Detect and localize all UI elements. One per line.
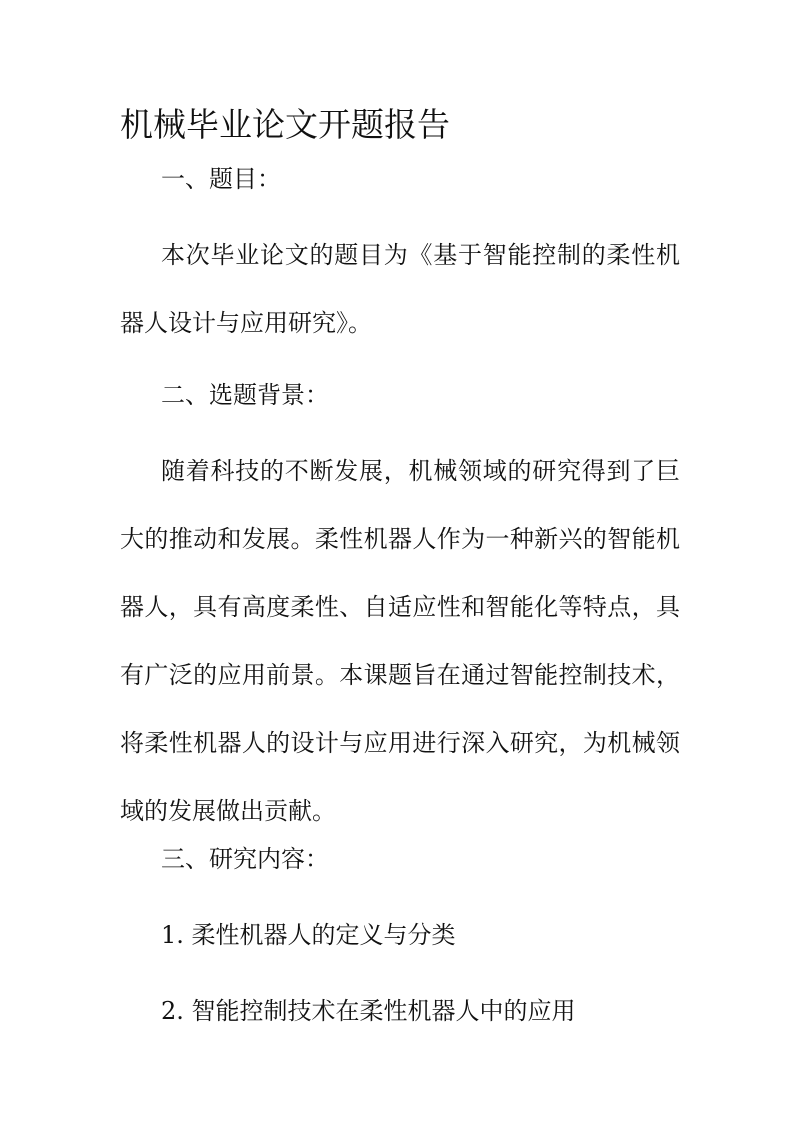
background-paragraph — [120, 437, 680, 845]
paragraph-line: 器人设计与应用研究》。 — [120, 309, 372, 337]
list-item: 2. 智能控制技术在柔性机器人中的应用 — [161, 997, 576, 1025]
document-title: 机械毕业论文开题报告 — [120, 105, 450, 144]
section-heading: 一、题目： — [161, 165, 281, 193]
paragraph-line: 将柔性机器人的设计与应用进行深入研究，为机械领 — [120, 729, 680, 757]
research-item-1 — [120, 901, 680, 969]
section-heading-research-content — [120, 825, 680, 893]
paragraph-line: 本次毕业论文的题目为《基于智能控制的柔性机 — [161, 241, 680, 269]
topic-paragraph — [120, 221, 680, 357]
paragraph-line: 有广泛的应用前景。本课题旨在通过智能控制技术， — [120, 661, 680, 689]
paragraph-line: 域的发展做出贡献。 — [120, 797, 336, 825]
section-heading: 三、研究内容： — [161, 845, 329, 873]
section-heading-background — [120, 361, 680, 429]
section-heading: 二、选题背景： — [161, 381, 329, 409]
research-item-2 — [120, 977, 680, 1045]
paragraph-line: 随着科技的不断发展，机械领域的研究得到了巨 — [161, 457, 680, 485]
section-heading-topic — [120, 145, 680, 213]
paragraph-line: 器人，具有高度柔性、自适应性和智能化等特点，具 — [120, 593, 680, 621]
list-item: 1. 柔性机器人的定义与分类 — [161, 921, 456, 949]
paragraph-line: 大的推动和发展。柔性机器人作为一种新兴的智能机 — [120, 525, 680, 553]
